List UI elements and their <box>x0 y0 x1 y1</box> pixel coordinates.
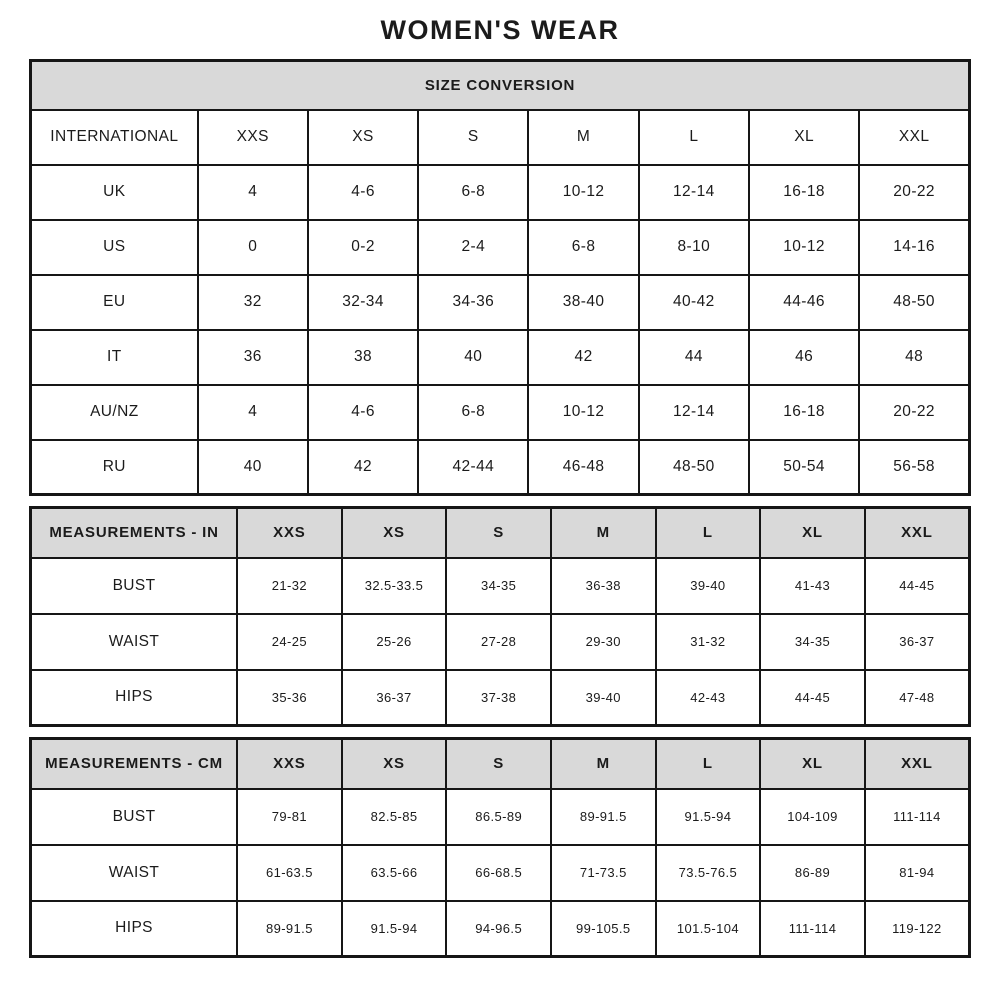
table-row <box>31 670 970 726</box>
table-cell: 50-54 <box>749 440 859 495</box>
table-cell: 36-38 <box>551 558 656 614</box>
row-label: BUST <box>31 789 238 845</box>
table-cell: 36 <box>198 330 308 385</box>
table-cell: 0 <box>198 220 308 275</box>
table-row <box>31 789 970 845</box>
table-cell: 32.5-33.5 <box>342 558 447 614</box>
table-cell: 47-48 <box>865 670 970 726</box>
table-cell: 46-48 <box>528 440 638 495</box>
table-row <box>31 901 970 957</box>
table-cell: 29-30 <box>551 614 656 670</box>
table-cell: 61-63.5 <box>237 845 342 901</box>
table-row <box>31 165 970 220</box>
row-label: EU <box>31 275 198 330</box>
table-cell: 79-81 <box>237 789 342 845</box>
table-cell: 37-38 <box>446 670 551 726</box>
table-cell: 4-6 <box>308 385 418 440</box>
table-cell: M <box>528 110 638 165</box>
table-cell: XS <box>308 110 418 165</box>
table-cell: 21-32 <box>237 558 342 614</box>
table-header-row <box>31 739 970 789</box>
row-label: HIPS <box>31 901 238 957</box>
measurements-in-header: MEASUREMENTS - IN <box>31 508 238 558</box>
col-header: XS <box>342 739 447 789</box>
table-row <box>31 330 970 385</box>
col-header: M <box>551 508 656 558</box>
table-cell: 91.5-94 <box>342 901 447 957</box>
table-cell: 16-18 <box>749 165 859 220</box>
table-cell: 6-8 <box>418 165 528 220</box>
table-cell: 111-114 <box>865 789 970 845</box>
table-cell: 42-43 <box>656 670 761 726</box>
table-cell: 16-18 <box>749 385 859 440</box>
table-cell: 12-14 <box>639 165 749 220</box>
table-cell: 12-14 <box>639 385 749 440</box>
table-cell: 39-40 <box>656 558 761 614</box>
col-header: L <box>656 508 761 558</box>
table-cell: 4-6 <box>308 165 418 220</box>
col-header: XL <box>760 508 865 558</box>
measurements-cm-header: MEASUREMENTS - CM <box>31 739 238 789</box>
table-cell: 0-2 <box>308 220 418 275</box>
table-cell: XXS <box>198 110 308 165</box>
measurements-in-table <box>29 506 971 727</box>
col-header: XS <box>342 508 447 558</box>
table-cell: 25-26 <box>342 614 447 670</box>
table-cell: 6-8 <box>418 385 528 440</box>
col-header: M <box>551 739 656 789</box>
row-label: US <box>31 220 198 275</box>
table-cell: 42 <box>308 440 418 495</box>
col-header: S <box>446 508 551 558</box>
table-cell: XXL <box>859 110 969 165</box>
row-label: WAIST <box>31 845 238 901</box>
table-cell: 48 <box>859 330 969 385</box>
table-cell: 20-22 <box>859 165 969 220</box>
table-cell: 4 <box>198 385 308 440</box>
table-cell: 38-40 <box>528 275 638 330</box>
row-label: HIPS <box>31 670 238 726</box>
table-cell: 44-46 <box>749 275 859 330</box>
table-cell: 63.5-66 <box>342 845 447 901</box>
table-cell: 89-91.5 <box>551 789 656 845</box>
table-row <box>31 110 970 165</box>
table-cell: 40-42 <box>639 275 749 330</box>
table-cell: 56-58 <box>859 440 969 495</box>
row-label: AU/NZ <box>31 385 198 440</box>
table-cell: 35-36 <box>237 670 342 726</box>
table-cell: 24-25 <box>237 614 342 670</box>
table-row <box>31 614 970 670</box>
table-cell: L <box>639 110 749 165</box>
table-cell: 20-22 <box>859 385 969 440</box>
table-cell: 14-16 <box>859 220 969 275</box>
row-label: WAIST <box>31 614 238 670</box>
table-cell: 46 <box>749 330 859 385</box>
row-label: INTERNATIONAL <box>31 110 198 165</box>
row-label: IT <box>31 330 198 385</box>
table-cell: 31-32 <box>656 614 761 670</box>
table-row <box>31 275 970 330</box>
table-cell: 42-44 <box>418 440 528 495</box>
table-cell: 36-37 <box>865 614 970 670</box>
col-header: XXS <box>237 739 342 789</box>
table-cell: 86-89 <box>760 845 865 901</box>
table-cell: 104-109 <box>760 789 865 845</box>
table-cell: 36-37 <box>342 670 447 726</box>
table-cell: 48-50 <box>859 275 969 330</box>
table-cell: 44-45 <box>760 670 865 726</box>
col-header: XXL <box>865 739 970 789</box>
measurements-cm-table <box>29 737 971 958</box>
col-header: S <box>446 739 551 789</box>
table-cell: 99-105.5 <box>551 901 656 957</box>
col-header: XL <box>760 739 865 789</box>
table-cell: 27-28 <box>446 614 551 670</box>
table-cell: 32 <box>198 275 308 330</box>
row-label: RU <box>31 440 198 495</box>
table-cell: 34-35 <box>760 614 865 670</box>
table-cell: 41-43 <box>760 558 865 614</box>
col-header: XXS <box>237 508 342 558</box>
table-cell: 119-122 <box>865 901 970 957</box>
size-conversion-table <box>29 59 971 496</box>
table-cell: 40 <box>198 440 308 495</box>
table-cell: 39-40 <box>551 670 656 726</box>
table-row <box>31 385 970 440</box>
table-cell: 111-114 <box>760 901 865 957</box>
table-cell: 10-12 <box>528 385 638 440</box>
table-cell: 32-34 <box>308 275 418 330</box>
table-cell: 73.5-76.5 <box>656 845 761 901</box>
table-cell: 10-12 <box>528 165 638 220</box>
page-title: WOMEN'S WEAR <box>380 15 620 45</box>
col-header: XXL <box>865 508 970 558</box>
table-cell: 34-35 <box>446 558 551 614</box>
table-row <box>31 61 970 110</box>
table-cell: 89-91.5 <box>237 901 342 957</box>
table-cell: 81-94 <box>865 845 970 901</box>
col-header: L <box>656 739 761 789</box>
table-cell: 94-96.5 <box>446 901 551 957</box>
table-cell: 4 <box>198 165 308 220</box>
table-cell: 6-8 <box>528 220 638 275</box>
table-header-row <box>31 508 970 558</box>
table-cell: 42 <box>528 330 638 385</box>
table-row <box>31 440 970 495</box>
table-cell: 8-10 <box>639 220 749 275</box>
row-label: BUST <box>31 558 238 614</box>
table-cell: 66-68.5 <box>446 845 551 901</box>
table-cell: 34-36 <box>418 275 528 330</box>
table-cell: 10-12 <box>749 220 859 275</box>
table-cell: 38 <box>308 330 418 385</box>
table-cell: 86.5-89 <box>446 789 551 845</box>
table-cell: 44 <box>639 330 749 385</box>
table-cell: 101.5-104 <box>656 901 761 957</box>
table-row <box>31 845 970 901</box>
table-cell: S <box>418 110 528 165</box>
table-row <box>31 558 970 614</box>
table-cell: XL <box>749 110 859 165</box>
table-cell: 2-4 <box>418 220 528 275</box>
table-cell: 40 <box>418 330 528 385</box>
table-row <box>31 220 970 275</box>
table-cell: 48-50 <box>639 440 749 495</box>
row-label: UK <box>31 165 198 220</box>
size-conversion-header: SIZE CONVERSION <box>31 61 970 110</box>
table-cell: 82.5-85 <box>342 789 447 845</box>
table-cell: 71-73.5 <box>551 845 656 901</box>
table-cell: 91.5-94 <box>656 789 761 845</box>
table-cell: 44-45 <box>865 558 970 614</box>
